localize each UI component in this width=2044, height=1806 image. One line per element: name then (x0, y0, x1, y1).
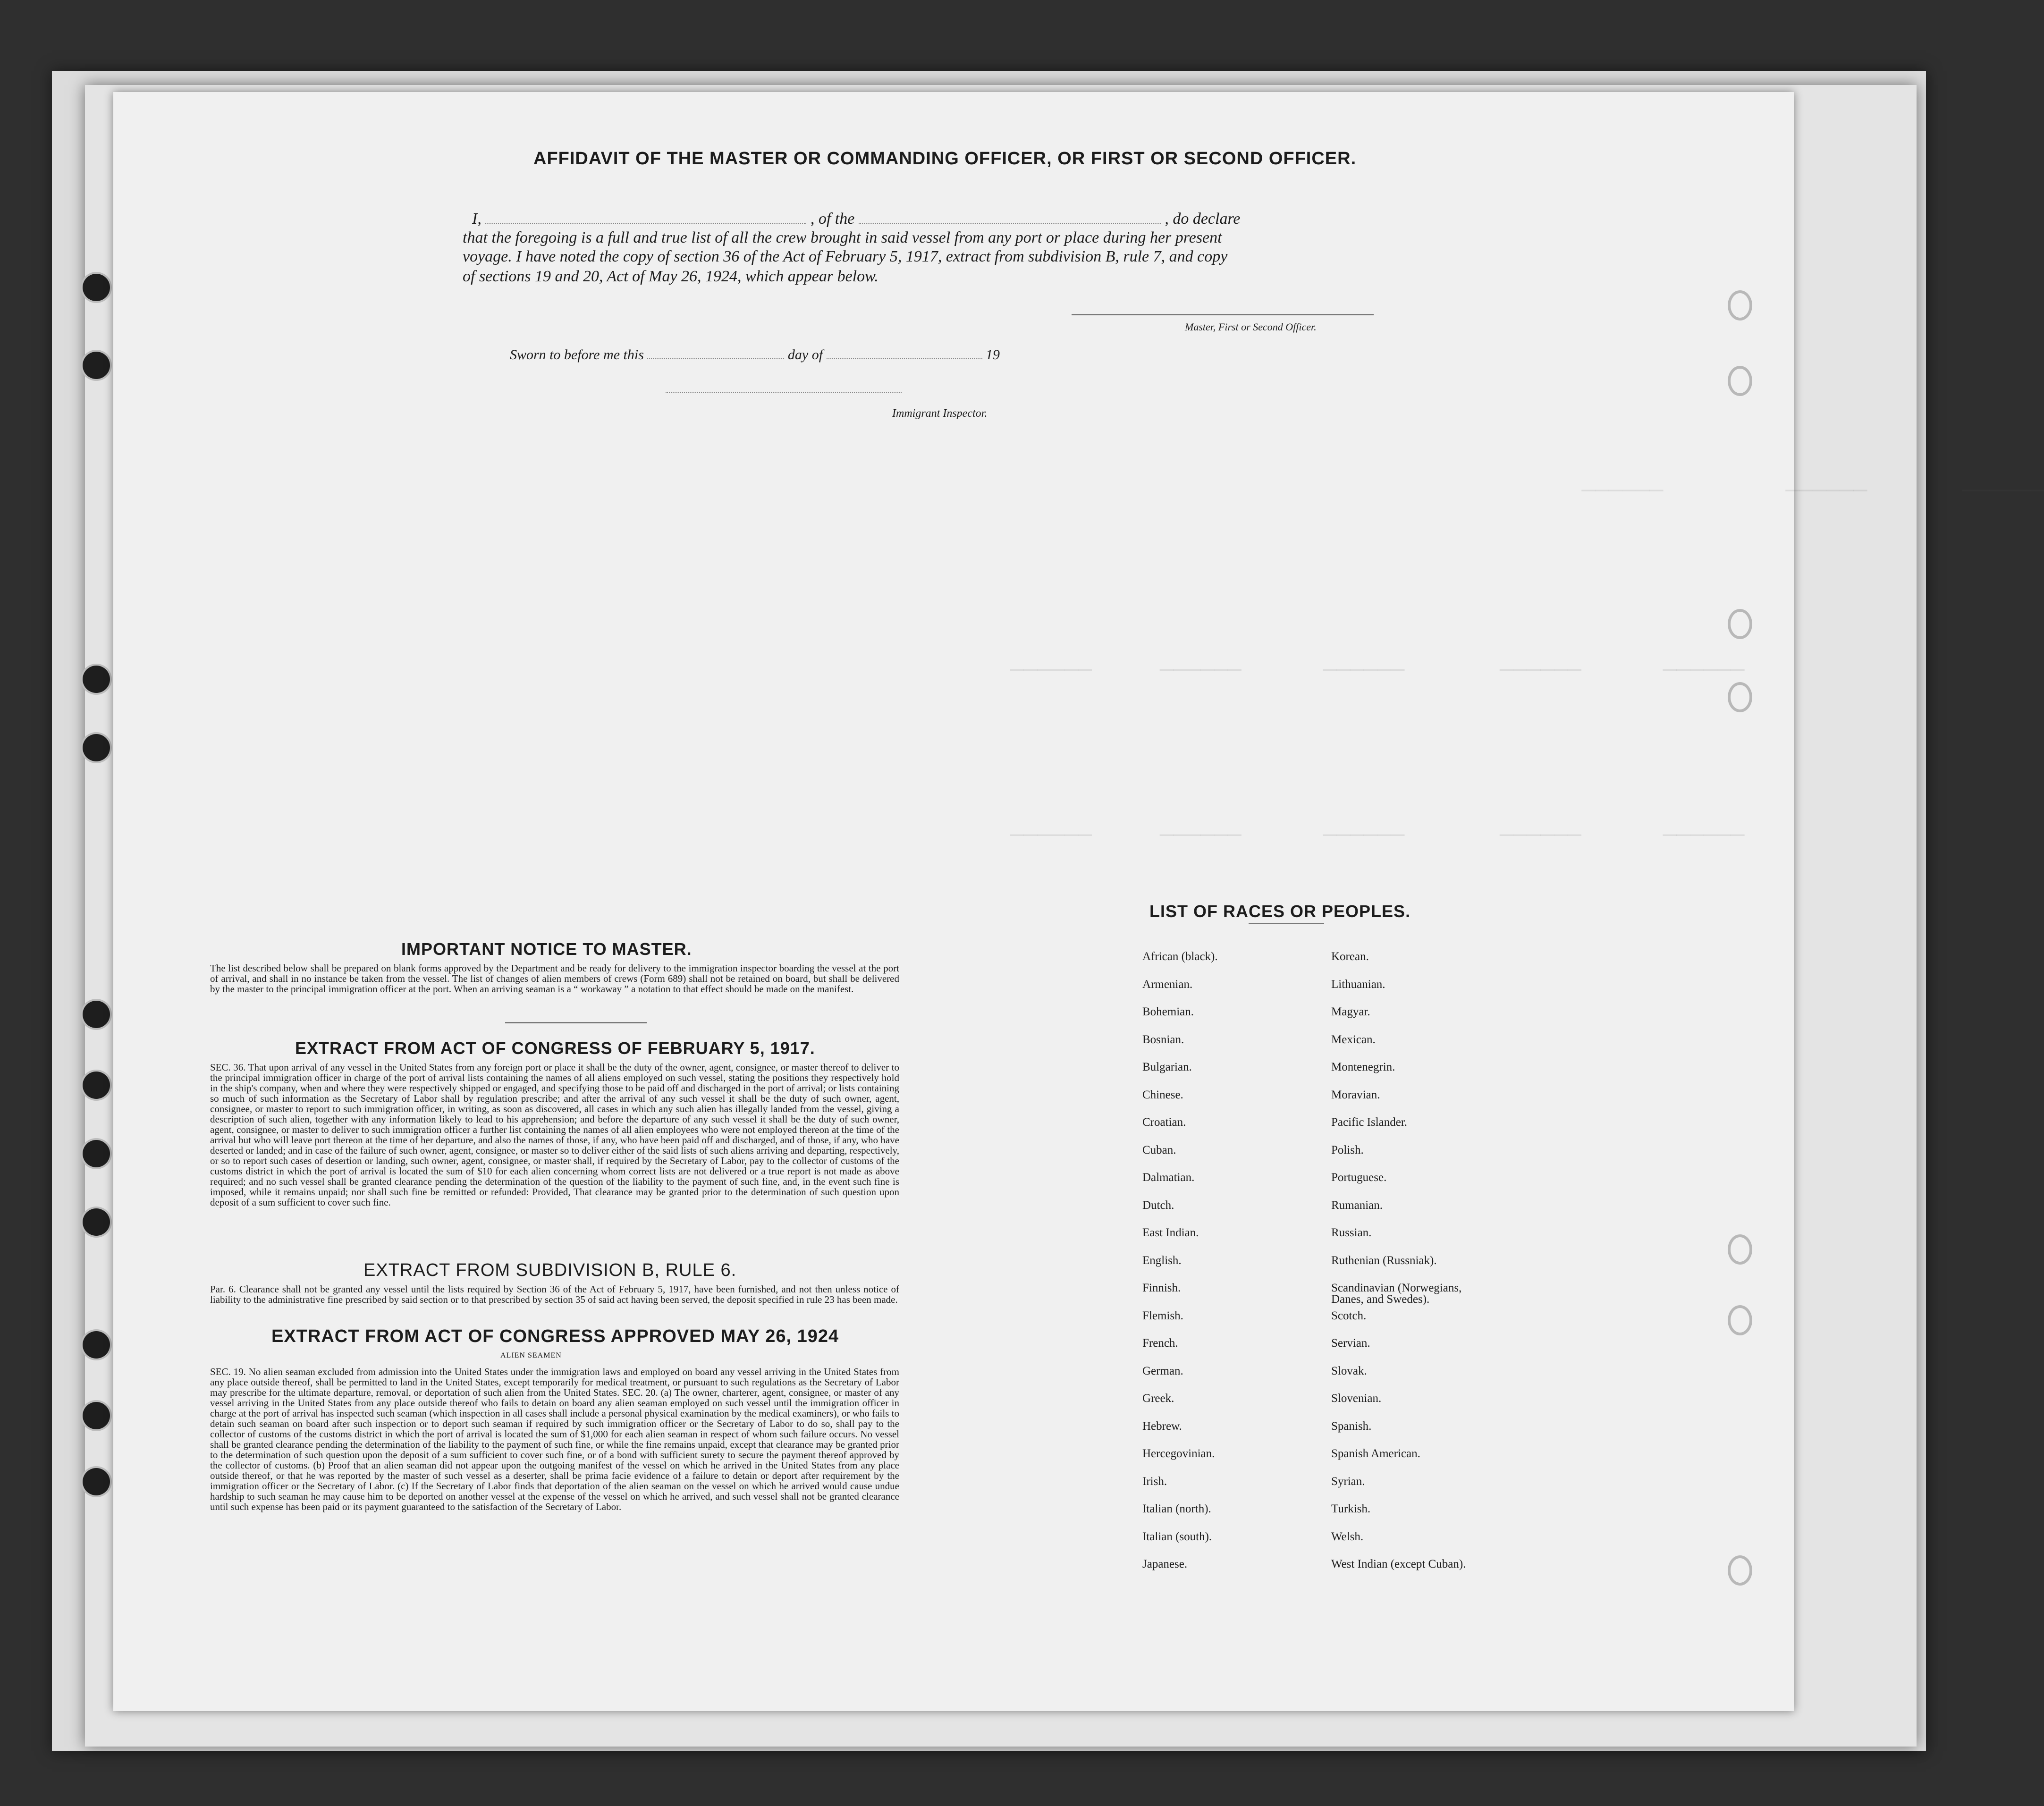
name-blank (485, 223, 806, 224)
race-item: Greek. (1142, 1392, 1174, 1405)
race-item: Syrian. (1331, 1475, 1365, 1488)
race-item: Finnish. (1142, 1282, 1181, 1294)
race-item: West Indian (except Cuban). (1331, 1558, 1466, 1570)
race-item: Chinese. (1142, 1088, 1183, 1101)
race-item: Rumanian. (1331, 1198, 1383, 1212)
race-item: Japanese. (1142, 1558, 1188, 1570)
declaration-line-4: of sections 19 and 20, Act of May 26, 1924, which appear below. (463, 268, 878, 285)
day-blank (647, 358, 784, 359)
affidavit-title: AFFIDAVIT OF THE MASTER OR COMMANDING OFFICER, OR FIRST OR SECOND OFFICER. (533, 149, 1357, 169)
race-item: Russian. (1331, 1226, 1372, 1239)
binder-hole (83, 666, 110, 693)
race-item: Slovak. (1331, 1364, 1367, 1377)
sworn-line (510, 347, 1000, 363)
binder-hole (83, 274, 110, 301)
race-item: Croatian. (1142, 1116, 1186, 1129)
race-item: Lithuanian. (1331, 978, 1385, 991)
i-label: I, (472, 210, 481, 228)
extract-rule6-title: EXTRACT FROM SUBDIVISION B, RULE 6. (363, 1260, 737, 1280)
race-item: Hercegovinian. (1142, 1447, 1215, 1460)
ghost-hole (1728, 1305, 1752, 1335)
declaration-line-1 (472, 210, 1241, 228)
race-item: Dalmatian. (1142, 1171, 1195, 1184)
race-item: Bosnian. (1142, 1033, 1184, 1046)
vessel-blank (859, 223, 1161, 224)
race-item: Welsh. (1331, 1530, 1364, 1543)
race-item: Slovenian. (1331, 1392, 1382, 1405)
race-item: Dutch. (1142, 1198, 1174, 1212)
race-item: Pacific Islander. (1331, 1116, 1408, 1129)
race-item: Italian (north). (1142, 1502, 1211, 1515)
extract-1924-text: SEC. 19. No alien seaman excluded from admission into the United States under the immigration laws and employed on board any vessel arriving in the United States from any place outside thereof, shall be permitted to land in the United States, except temporarily for medical treatment, or pursuant to such regulations as the Secretary of Labor may prescribe for the ultimate departure, removal, or deportation of such alien from the United States. SEC. 20. (a) The owner, charterer, agent, consignee, or master of any vessel arriving in the United States from any place outside thereof who fails to detain on board any alien seaman employed on such vessel until the immigration officer in charge at the port of arrival has inspected such seaman (which inspection in all cases shall include a personal physical examination by the medical examiners), or who fails to detain such seaman on board after such inspection or to deport such seaman if required by such immigration officer or the Secretary of Labor to do so, shall pay to the collector of customs of the customs district in which the port of arrival is located the sum of $1,000 for each alien seaman in respect of whom such failure occurs. No vessel shall be granted clearance pending the determination of the liability to the payment of such fine, or while the fine remains unpaid, except that clearance may be granted prior to the determination of such question upon the deposit of a sum sufficient to cover such fine, or of a bond with sufficient surety to secure the payment thereof approved by the collector of customs. (b) Proof that an alien seaman did not appear upon the outgoing manifest of the vessel on which he arrived in the United States from any place outside thereof, or that he was reported by the master of such vessel as a deserter, shall be prima facie evidence of a failure to detain or deport after requirement by the immigration officer or the Secretary of Labor. (c) If the Secretary of Labor finds that deportation of the alien seaman on the vessel on which he arrived would cause undue hardship to such seaman he may cause him to be deported on another vessel at the expense of the vessel on which he arrived, and such vessel shall not be granted clearance until such expense has been paid or its payment guaranteed to the satisfaction of the Secretary of Labor. (210, 1366, 899, 1512)
document-page (113, 92, 2044, 1711)
race-item: Mexican. (1331, 1033, 1376, 1046)
bleed-through: ────── ────── ────── (1473, 479, 2044, 505)
race-item: Bohemian. (1142, 1005, 1194, 1018)
bleed-through: ────── ────── ────── ────── ────── (1010, 658, 1745, 684)
binder-hole (83, 1072, 110, 1099)
ghost-hole (1728, 609, 1752, 639)
binder-hole (83, 1140, 110, 1167)
declaration-line-2: that the foregoing is a full and true list of all the crew brought in said vessel from any port or place during her present (463, 229, 1222, 246)
race-item: Bulgarian. (1142, 1061, 1192, 1073)
notice-text: The list described below shall be prepared on blank forms approved by the Department and be ready for delivery to the immigration inspector boarding the vessel at the port of arrival, and shall in no instance be taken from the vessel. The list of changes of alien members of crews (Form 689) shall not be retained on board, but shall be delivered by the master to the principal immigration officer at the port. When an arriving seaman is a “ workaway ” a notation to that effect should be made on the manifest. (210, 962, 899, 995)
bleed-through: ────── ────── ────── ────── ────── (1010, 824, 1745, 849)
of-the-label: , of the (810, 210, 855, 228)
race-item: Portuguese. (1331, 1171, 1387, 1184)
extract-1917-text: SEC. 36. That upon arrival of any vessel in the United States from any foreign port or place it shall be the duty of the owner, agent, consignee, or master thereof to deliver to the principal immigration officer in charge of the port of arrival lists containing the names of all aliens employed on such vessel, stating the positions they respectively hold in the ship's company, when and where they were respectively shipped or engaged, and specifying those to be paid off and discharged in the port of arrival; or lists containing so much of such information as the Secretary of Labor shall by regulation prescribe; and after the arrival of any such vessel it shall be the duty of such owner, agent, consignee, or master to report to such immigration officer, in writing, as soon as discovered, all cases in which any such alien has illegally landed from the vessel, giving a description of such alien, together with any information likely to lead to his apprehension; and before the departure of any such vessel it shall be the duty of such owner, agent, consignee, or master to deliver to such immigration officer a further list containing the names of all alien employees who were not employed thereon at the time of the arrival but who will leave port thereon at the time of her departure, and also the names of those, if any, who have been paid off and discharged, and of those, if any, who have deserted or landed; and in case of the failure of such owner, agent, consignee, or master so to deliver either of the said lists of such aliens arriving and departing, respectively, or so to report such cases of desertion or landing, such owner, agent, consignee, or master shall, if required by the Secretary of Labor, pay to the collector of customs of the customs district in which the port of arrival is located the sum of $10 for each alien concerning whom correct lists are not delivered or a true report is not made as above required; and no such vessel shall be granted clearance pending the determination of the question of the liability to the payment of such fine, and, in the event such fine is imposed, while it remains unpaid; nor shall such fine be remitted or refunded: Provided, That clearance may be granted prior to the determination of such question upon deposit of a sum sufficient to cover such fine. (210, 1062, 899, 1208)
binder-hole (83, 734, 110, 761)
divider (505, 1022, 647, 1023)
sworn-prefix: Sworn to before me this (510, 347, 644, 363)
binder-hole (83, 352, 110, 379)
year-label: 19 (986, 347, 1000, 363)
day-of-label: day of (787, 347, 823, 363)
race-item: Hebrew. (1142, 1419, 1182, 1433)
race-item: Irish. (1142, 1475, 1167, 1488)
race-item: French. (1142, 1337, 1178, 1350)
month-blank (827, 358, 982, 359)
race-item: Spanish. (1331, 1419, 1372, 1433)
ghost-hole (1728, 366, 1752, 396)
divider (1249, 923, 1324, 924)
race-item: Turkish. (1331, 1502, 1371, 1515)
notice-title: IMPORTANT NOTICE TO MASTER. (401, 939, 692, 959)
binder-hole (83, 1208, 110, 1236)
extract-1924-subtitle: ALIEN SEAMEN (500, 1351, 562, 1359)
race-item: Magyar. (1331, 1005, 1370, 1018)
race-item: Scotch. (1331, 1309, 1367, 1322)
ghost-hole (1728, 1555, 1752, 1586)
race-item: Armenian. (1142, 978, 1193, 991)
binder-hole (83, 1468, 110, 1495)
do-declare-label: , do declare (1165, 210, 1241, 228)
race-item: Spanish American. (1331, 1447, 1420, 1460)
declaration-line-3: voyage. I have noted the copy of section 36 of the Act of February 5, 1917, extract from subdivision B, rule 7, and copy (463, 248, 1228, 265)
binder-hole (83, 1001, 110, 1028)
extract-1917-title: EXTRACT FROM ACT OF CONGRESS OF FEBRUARY 5, 1917. (295, 1038, 815, 1058)
race-item: Italian (south). (1142, 1530, 1212, 1543)
inspector-signature-line (666, 392, 902, 393)
race-item: Ruthenian (Russniak). (1331, 1254, 1437, 1267)
binder-hole (83, 1402, 110, 1429)
race-item: Moravian. (1331, 1088, 1380, 1101)
ghost-hole (1728, 682, 1752, 712)
ghost-hole (1728, 290, 1752, 321)
race-item: Korean. (1331, 950, 1369, 963)
race-item: Cuban. (1142, 1143, 1176, 1156)
race-item: Servian. (1331, 1337, 1370, 1350)
extract-1924-title: EXTRACT FROM ACT OF CONGRESS APPROVED MAY 26, 1924 (271, 1326, 839, 1346)
extract-rule6-text: Par. 6. Clearance shall not be granted any vessel until the lists required by Section 36 of the Act of February 5, 1917, have been furnished, and not then unless notice of liability to the administrative fine prescribed by said section or to that prescribed by section 35 of said act having been served, the deposit specified in rule 23 has been made. (210, 1283, 899, 1305)
race-item: Polish. (1331, 1143, 1364, 1156)
race-item: Montenegrin. (1331, 1061, 1395, 1073)
race-item: Flemish. (1142, 1309, 1183, 1322)
inspector-label: Immigrant Inspector. (892, 407, 988, 420)
race-item: German. (1142, 1364, 1183, 1377)
race-item: African (black). (1142, 950, 1218, 963)
race-item: Scandinavian (Norwegians, Danes, and Swedes). (1331, 1282, 1462, 1306)
race-item: East Indian. (1142, 1226, 1199, 1239)
master-signature-line (1072, 314, 1374, 315)
race-item: English. (1142, 1254, 1182, 1267)
ghost-hole (1728, 1234, 1752, 1265)
master-signature-label: Master, First or Second Officer. (1185, 321, 1317, 333)
binder-hole (83, 1331, 110, 1359)
races-title: LIST OF RACES OR PEOPLES. (1149, 902, 1411, 921)
